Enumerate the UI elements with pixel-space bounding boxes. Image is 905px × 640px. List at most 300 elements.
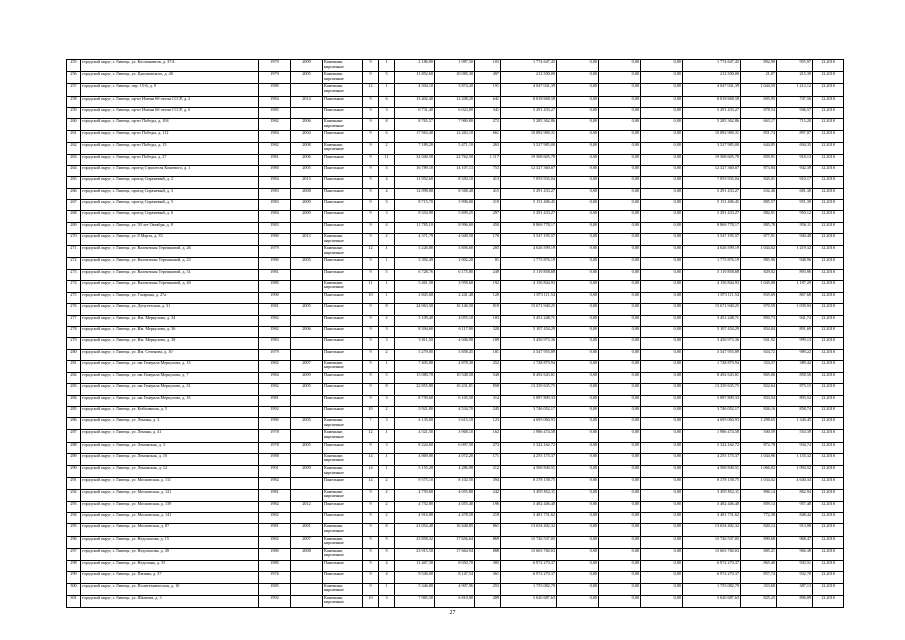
table-cell: 12.2018 (813, 280, 844, 292)
table-cell: 171 (475, 453, 501, 465)
table-cell: 1 (379, 246, 395, 258)
table-cell: 24 063,50 (395, 304, 435, 315)
table-cell (291, 572, 323, 583)
table-cell: 8 715,70 (395, 200, 435, 211)
table-cell: 1 (379, 583, 395, 595)
table-cell: 0,00 (641, 211, 683, 222)
table-cell (291, 478, 323, 489)
table-cell: 2 186,90 (395, 60, 435, 72)
table-cell: Панельные (323, 96, 363, 107)
table-row (67, 119, 844, 131)
table-cell: 1984 (259, 131, 291, 142)
table-cell: 22 762,50 (435, 154, 475, 165)
table-cell: городской округ, г. Липецк, ул. им Генерала Меркулова, д. 13 (81, 360, 259, 372)
table-cell: 0,00 (557, 349, 599, 360)
table-cell: 862,94 (777, 489, 813, 501)
table-row (67, 96, 844, 107)
table-cell: 1 (379, 280, 395, 292)
table-cell: 1982 (259, 326, 291, 337)
table-cell: 820,14 (741, 524, 777, 536)
table-cell: 0,00 (557, 107, 599, 118)
table-cell: 1 728 879,94 (501, 360, 557, 372)
table-cell: 4 (379, 560, 395, 571)
table-cell: 301 (67, 595, 81, 607)
table-cell: 0,00 (599, 211, 641, 222)
table-cell: 0,00 (557, 583, 599, 595)
table-cell: Панельные (323, 131, 363, 142)
table-cell: 9 (363, 131, 379, 142)
table-cell: 0,00 (599, 373, 641, 384)
table-cell (291, 84, 323, 96)
table-cell: 882,91 (741, 211, 777, 222)
table-cell: 4 055,10 (435, 315, 475, 326)
table-cell: 9 (363, 349, 379, 360)
table-cell: городской округ, г. Липецк, ул. Неделина, д. 55 (81, 560, 259, 571)
table-cell (291, 349, 323, 360)
table-row (67, 258, 844, 269)
table-cell: 5 471,10 (435, 142, 475, 154)
table-cell: 4 135,60 (395, 418, 435, 430)
table-cell: 12.2018 (813, 583, 844, 595)
table-cell: 1980 (259, 233, 291, 245)
table-cell: 10 882 969,31 (501, 131, 557, 142)
table-cell: 0,00 (557, 84, 599, 96)
table-cell: Панельные (323, 501, 363, 512)
table-cell: 858 (475, 384, 501, 395)
table-cell: 12.2018 (813, 177, 844, 188)
table-cell: 4 569 840,51 (683, 466, 741, 478)
table-cell: 17 563,40 (395, 131, 435, 142)
table-cell (291, 246, 323, 258)
table-cell: 0,00 (599, 293, 641, 304)
table-cell: 12.2018 (813, 349, 844, 360)
table-cell: 21 054,40 (395, 524, 435, 536)
table-cell: 12 327 360,07 (683, 166, 741, 177)
table-row (67, 478, 844, 489)
table-cell: 0,00 (599, 142, 641, 154)
table-cell: Панельные (323, 200, 363, 211)
table-cell: городской округ, г. Липецк, пр-кт Имени 60-летия СССР, д. 2 (81, 96, 259, 107)
table-cell: 0,00 (557, 373, 599, 384)
table-cell: Панельные (323, 293, 363, 304)
table-cell: 7 055 935,04 (683, 177, 741, 188)
table-cell: 2009 (291, 466, 323, 478)
table-cell: 16 789,10 (395, 166, 435, 177)
table-cell: 500,59 (741, 430, 777, 442)
table-cell: 268 (67, 211, 81, 222)
table-cell: 12.2018 (813, 188, 844, 199)
table-cell: 1979 (259, 60, 291, 72)
table-cell: 6 972 270,37 (683, 572, 741, 583)
table-cell: 12 263,10 (435, 131, 475, 142)
table-cell: 0,00 (641, 501, 683, 512)
table-cell: 9 (363, 142, 379, 154)
table-cell: 12.2018 (813, 315, 844, 326)
table-cell: 715,20 (777, 119, 813, 131)
table-cell: 663,17 (741, 119, 777, 131)
table-cell: 5 226,80 (395, 246, 435, 258)
table-cell: 12.2018 (813, 60, 844, 72)
table-cell: городской округ, г. Липецк, ул. Недопасова, д. 49 (81, 548, 259, 560)
table-cell: 942,39 (777, 166, 813, 177)
table-cell: 1 774 647,43 (501, 60, 557, 72)
table-cell: 8 492 643,81 (501, 373, 557, 384)
table-cell: 0,00 (557, 572, 599, 583)
table-cell: 806,14 (741, 489, 777, 501)
table-cell: 9 (363, 524, 379, 536)
table-cell (291, 560, 323, 571)
table-cell: 695,95 (741, 96, 777, 107)
table-cell: городской округ, г. Липецк, ул. Шкатова, д. 3 (81, 595, 259, 607)
table-cell: Каменные, кирпичные (323, 246, 363, 258)
table-cell: 2008 (291, 142, 323, 154)
table-cell: 81 (475, 258, 501, 269)
table-cell: Панельные (323, 258, 363, 269)
table-cell: 298 (67, 560, 81, 571)
table-cell: 0,00 (599, 489, 641, 501)
table-cell: 3 547 195,57 (501, 233, 557, 245)
table-cell: 0,00 (557, 326, 599, 337)
table-cell: 0,00 (641, 60, 683, 72)
table-cell: 191 (475, 84, 501, 96)
table-cell: Каменные, кирпичные (323, 536, 363, 548)
table-cell: 1 775 876,19 (501, 258, 557, 269)
table-cell: 252 (475, 360, 501, 372)
table-cell: 16 231,81 (435, 384, 475, 395)
table-cell: 1 (379, 84, 395, 96)
table-cell: 1981 (259, 489, 291, 501)
table-cell: 999,13 (777, 338, 813, 349)
table-cell: городской округ, г. Липецк, проезд Сиреневый, д. 6 (81, 211, 259, 222)
table-cell: 3 856,60 (435, 246, 475, 258)
table-cell: 1981 (259, 304, 291, 315)
table-cell: 3 (379, 166, 395, 177)
table-cell: 1 873 111,54 (501, 293, 557, 304)
table-cell: 249 (475, 269, 501, 280)
table-body (67, 60, 844, 608)
table-cell: 5 151 406,45 (501, 200, 557, 211)
table-cell: 0,00 (599, 548, 641, 560)
table-cell: Панельные (323, 478, 363, 489)
table-cell: 16 146,50 (435, 304, 475, 315)
table-cell: 0,00 (641, 418, 683, 430)
table-cell: 5 291 433,27 (683, 188, 741, 199)
table-cell: городской округ, г. Липецк, пр-кт Победы, д. 112 (81, 131, 259, 142)
table-cell: 284 (67, 395, 81, 406)
table-cell: Панельные (323, 269, 363, 280)
table-cell: 296 (67, 536, 81, 548)
table-cell: 0,00 (557, 188, 599, 199)
table-cell: 0,00 (557, 513, 599, 524)
table-cell: 1 755 082,79 (501, 583, 557, 595)
table-cell (291, 489, 323, 501)
table-cell: Панельные (323, 211, 363, 222)
table-cell: 0,00 (599, 501, 641, 512)
table-cell: 285 (67, 406, 81, 417)
table-row (67, 177, 844, 188)
table-cell: 4 156 844,93 (501, 280, 557, 292)
table-cell: Панельные (323, 442, 363, 453)
table-cell: 885,78 (741, 222, 777, 233)
table-cell: Панельные (323, 338, 363, 349)
table-cell: 12.2018 (813, 211, 844, 222)
table-cell: 0,00 (599, 395, 641, 406)
table-cell: 0,00 (641, 524, 683, 536)
table-cell: 0,00 (557, 384, 599, 395)
table-cell: 2006 (291, 154, 323, 165)
table-cell: 934,74 (777, 442, 813, 453)
table-cell: 6 972 270,37 (501, 572, 557, 583)
table-cell: 192 (475, 280, 501, 292)
table-cell: 4 (379, 188, 395, 199)
table-cell: 8 (379, 119, 395, 131)
table-cell: 1 (379, 293, 395, 304)
table-cell: 385 (475, 560, 501, 571)
table-cell: 1980 (259, 280, 291, 292)
table-cell: 259 (67, 107, 81, 118)
table-cell: Панельные (323, 513, 363, 524)
table-cell: 2005 (291, 72, 323, 84)
table-cell: 1 044,62 (741, 246, 777, 258)
table-cell: 273 (67, 269, 81, 280)
table-cell: 271 (67, 246, 81, 258)
table-cell: 15 671 940,25 (501, 304, 557, 315)
table-cell (291, 315, 323, 326)
table-cell: 5 087 809,33 (683, 395, 741, 406)
table-cell: 4 055,40 (435, 501, 475, 512)
table-cell: 12.2018 (813, 338, 844, 349)
table-cell: 834,84 (741, 326, 777, 337)
table-cell: 415 (475, 188, 501, 199)
table-cell: 1 (379, 430, 395, 442)
table-cell: 3 (379, 338, 395, 349)
table-cell: 0,00 (557, 524, 599, 536)
table-cell: городской округ, г. Липецк, ул. Валентины Терешковой, д. 31 (81, 269, 259, 280)
table-cell: 1 094,52 (777, 466, 813, 478)
table-cell: 10 (363, 406, 379, 417)
table-cell (291, 513, 323, 524)
table-cell: 0,00 (641, 258, 683, 269)
table-cell: Панельные (323, 304, 363, 315)
table-cell: 0,00 (557, 595, 599, 607)
table-cell: 0,00 (641, 84, 683, 96)
table-cell: 23 858,32 (395, 536, 435, 548)
table-cell: 314 (475, 395, 501, 406)
table-cell: 275 (67, 293, 81, 304)
table-cell: 2 (379, 501, 395, 512)
table-cell: городской округ, г. Липецк, ул. Ленина, д. 41 (81, 430, 259, 442)
table-cell: 9 (363, 107, 379, 118)
table-cell: Каменные, кирпичные (323, 548, 363, 560)
table-cell: 0,00 (641, 513, 683, 524)
table-cell: 0,00 (599, 560, 641, 571)
table-cell: 3 481 751,62 (683, 513, 741, 524)
table-row (67, 595, 844, 607)
table-cell: 2009 (291, 211, 323, 222)
table-cell: 0,00 (557, 406, 599, 417)
table-cell: 354,37 (741, 360, 777, 372)
table-cell (291, 430, 323, 442)
table-cell: 5 (379, 72, 395, 84)
table-cell: 6 117,90 (435, 326, 475, 337)
table-cell: 0,00 (641, 384, 683, 395)
table-cell: 6 810,90 (435, 595, 475, 607)
table-cell: 3 958,60 (435, 280, 475, 292)
table-row (67, 360, 844, 372)
table-cell: 9 (363, 513, 379, 524)
table-row (67, 142, 844, 154)
table-cell: 0,00 (557, 166, 599, 177)
table-cell: 910,17 (777, 177, 813, 188)
table-cell: 858,74 (777, 406, 813, 417)
table-cell: 12.2018 (813, 269, 844, 280)
table-cell: 9 (363, 326, 379, 337)
table-cell: городской округ, г. Липецк, ул. Им. Сеченова, д. 10 (81, 349, 259, 360)
table-cell: 2005 (291, 258, 323, 269)
table-cell: 1 (379, 258, 395, 269)
table-cell: 968,47 (777, 536, 813, 548)
table-cell: городской округ, г. Липецк, ул. Ленинская, д. 12 (81, 466, 259, 478)
table-cell: 2005 (291, 442, 323, 453)
table-cell: 9 (363, 373, 379, 384)
table-cell: 4 047 041,39 (501, 84, 557, 96)
table-cell: 294 (67, 513, 81, 524)
table-cell: 4 916,80 (395, 513, 435, 524)
table-cell: 14 (363, 453, 379, 465)
table-cell: Каменные, кирпичные (323, 524, 363, 536)
table-cell: 2012 (291, 501, 323, 512)
table-cell: городской округ, г. Липецк, ул. Московская, д. 121 (81, 489, 259, 501)
table-cell: 3 451 248,71 (683, 315, 741, 326)
table-cell: 12.2018 (813, 326, 844, 337)
table-cell: 1992 (259, 595, 291, 607)
table-cell: 0,00 (557, 131, 599, 142)
table-cell: 857,74 (741, 572, 777, 583)
table-cell: 12.2018 (813, 395, 844, 406)
table-cell: 681,30 (777, 188, 813, 199)
table-cell: 9 (363, 177, 379, 188)
table-cell: 848,44 (777, 513, 813, 524)
table-cell: 5 291 433,27 (501, 188, 557, 199)
table-cell: 0,00 (641, 188, 683, 199)
table-cell: 1981 (259, 395, 291, 406)
table-cell: 5 291 433,27 (683, 211, 741, 222)
table-cell: 9 (363, 583, 379, 595)
table-cell: 12 327 360,07 (501, 166, 557, 177)
table-cell: 19 568 605,79 (683, 154, 741, 165)
table-cell: 266 (67, 188, 81, 199)
table-cell: 819 (475, 304, 501, 315)
table-cell: городской округ, г. Липецк, ул. Кибальчича, д. 5 (81, 406, 259, 417)
table-cell: 9 (363, 395, 379, 406)
table-cell: 11 467,30 (395, 560, 435, 571)
table-cell: 2005 (291, 384, 323, 395)
table-cell: городской округ, г. Липецк, ул. Папина, д. 37 (81, 572, 259, 583)
table-cell: городской округ, г. Липецк, ул. Депутатская, д. 31 (81, 304, 259, 315)
table-cell: городской округ, г. Липецк, ул. 50 лет Октября, д. 8 (81, 222, 259, 233)
table-cell: 9 (363, 233, 379, 245)
table-cell: городской округ, г. Липецк, ул. Московская, д. 111 (81, 478, 259, 489)
table-cell: 9 (363, 489, 379, 501)
table-cell: 5 155,20 (395, 466, 435, 478)
table-cell: 183 (475, 315, 501, 326)
table-cell: городской округ, г. Липецк, ул. Валентины Терешковой, д. 26 (81, 246, 259, 258)
table-cell: 4 478,50 (435, 513, 475, 524)
table-cell: 3 (379, 200, 395, 211)
table-row (67, 384, 844, 395)
table-row (67, 338, 844, 349)
table-cell: 940,40 (777, 233, 813, 245)
table-cell: 189 (475, 338, 501, 349)
table-cell: 120 (475, 293, 501, 304)
table-cell: 885,57 (741, 200, 777, 211)
table-cell: 5 107 454,29 (683, 326, 741, 337)
table-cell: 9 (379, 548, 395, 560)
table-cell: 12.2018 (813, 560, 844, 571)
table-cell: 1 045,08 (741, 280, 777, 292)
table-cell: 0,00 (599, 222, 641, 233)
table-cell: 1982 (259, 360, 291, 372)
table-cell: 12 (363, 430, 379, 442)
table-cell: 1 873 111,54 (683, 293, 741, 304)
table-cell: 0,00 (641, 154, 683, 165)
table-row (67, 548, 844, 560)
table-cell: 948,96 (777, 258, 813, 269)
table-cell: 632,46 (741, 188, 777, 199)
table-cell: 1 039,94 (777, 304, 813, 315)
table-cell: 12.2018 (813, 72, 844, 84)
table-cell: 1979 (259, 246, 291, 258)
register-sheet (66, 59, 843, 608)
table-cell: 8 350,10 (435, 177, 475, 188)
table-cell: Каменные, кирпичные (323, 142, 363, 154)
table-cell: 0,00 (641, 560, 683, 571)
table-cell: 957,48 (777, 501, 813, 512)
table-cell: 0,00 (599, 418, 641, 430)
table-row (67, 430, 844, 442)
table-row (67, 246, 844, 258)
table-cell: 3 547 955,89 (683, 349, 741, 360)
table-cell: 297 (67, 548, 81, 560)
table-cell: 5 346,80 (395, 583, 435, 595)
table-cell: 103 (475, 60, 501, 72)
table-cell: 805,06 (741, 373, 777, 384)
table-cell: 859,91 (741, 154, 777, 165)
table-cell: 890,68 (741, 536, 777, 548)
table-row (67, 326, 844, 337)
table-cell: 9 (363, 384, 379, 395)
table-cell: Каменные, кирпичные (323, 466, 363, 478)
table-cell: 0,00 (599, 166, 641, 177)
table-cell: 0,00 (641, 280, 683, 292)
table-cell: 1 755 082,79 (683, 583, 741, 595)
table-cell: 272 (475, 119, 501, 131)
table-cell: 32 040,50 (395, 154, 435, 165)
table-cell: 13 402,40 (395, 96, 435, 107)
table-cell: 0,00 (599, 304, 641, 315)
table-cell: 11 785,10 (395, 222, 435, 233)
table-cell: 0,00 (641, 246, 683, 258)
table-cell: городской округ, г. Липецк, ул. Московская, д. 141 (81, 513, 259, 524)
table-cell: 12.2018 (813, 418, 844, 430)
table-cell: 4 371,79 (395, 233, 435, 245)
table-cell: 12 (363, 84, 379, 96)
table-cell: 2006 (291, 326, 323, 337)
table-cell: 2 (379, 489, 395, 501)
table-cell (291, 107, 323, 118)
table-cell: 5 620 687,63 (501, 595, 557, 607)
table-cell: 0,00 (641, 119, 683, 131)
